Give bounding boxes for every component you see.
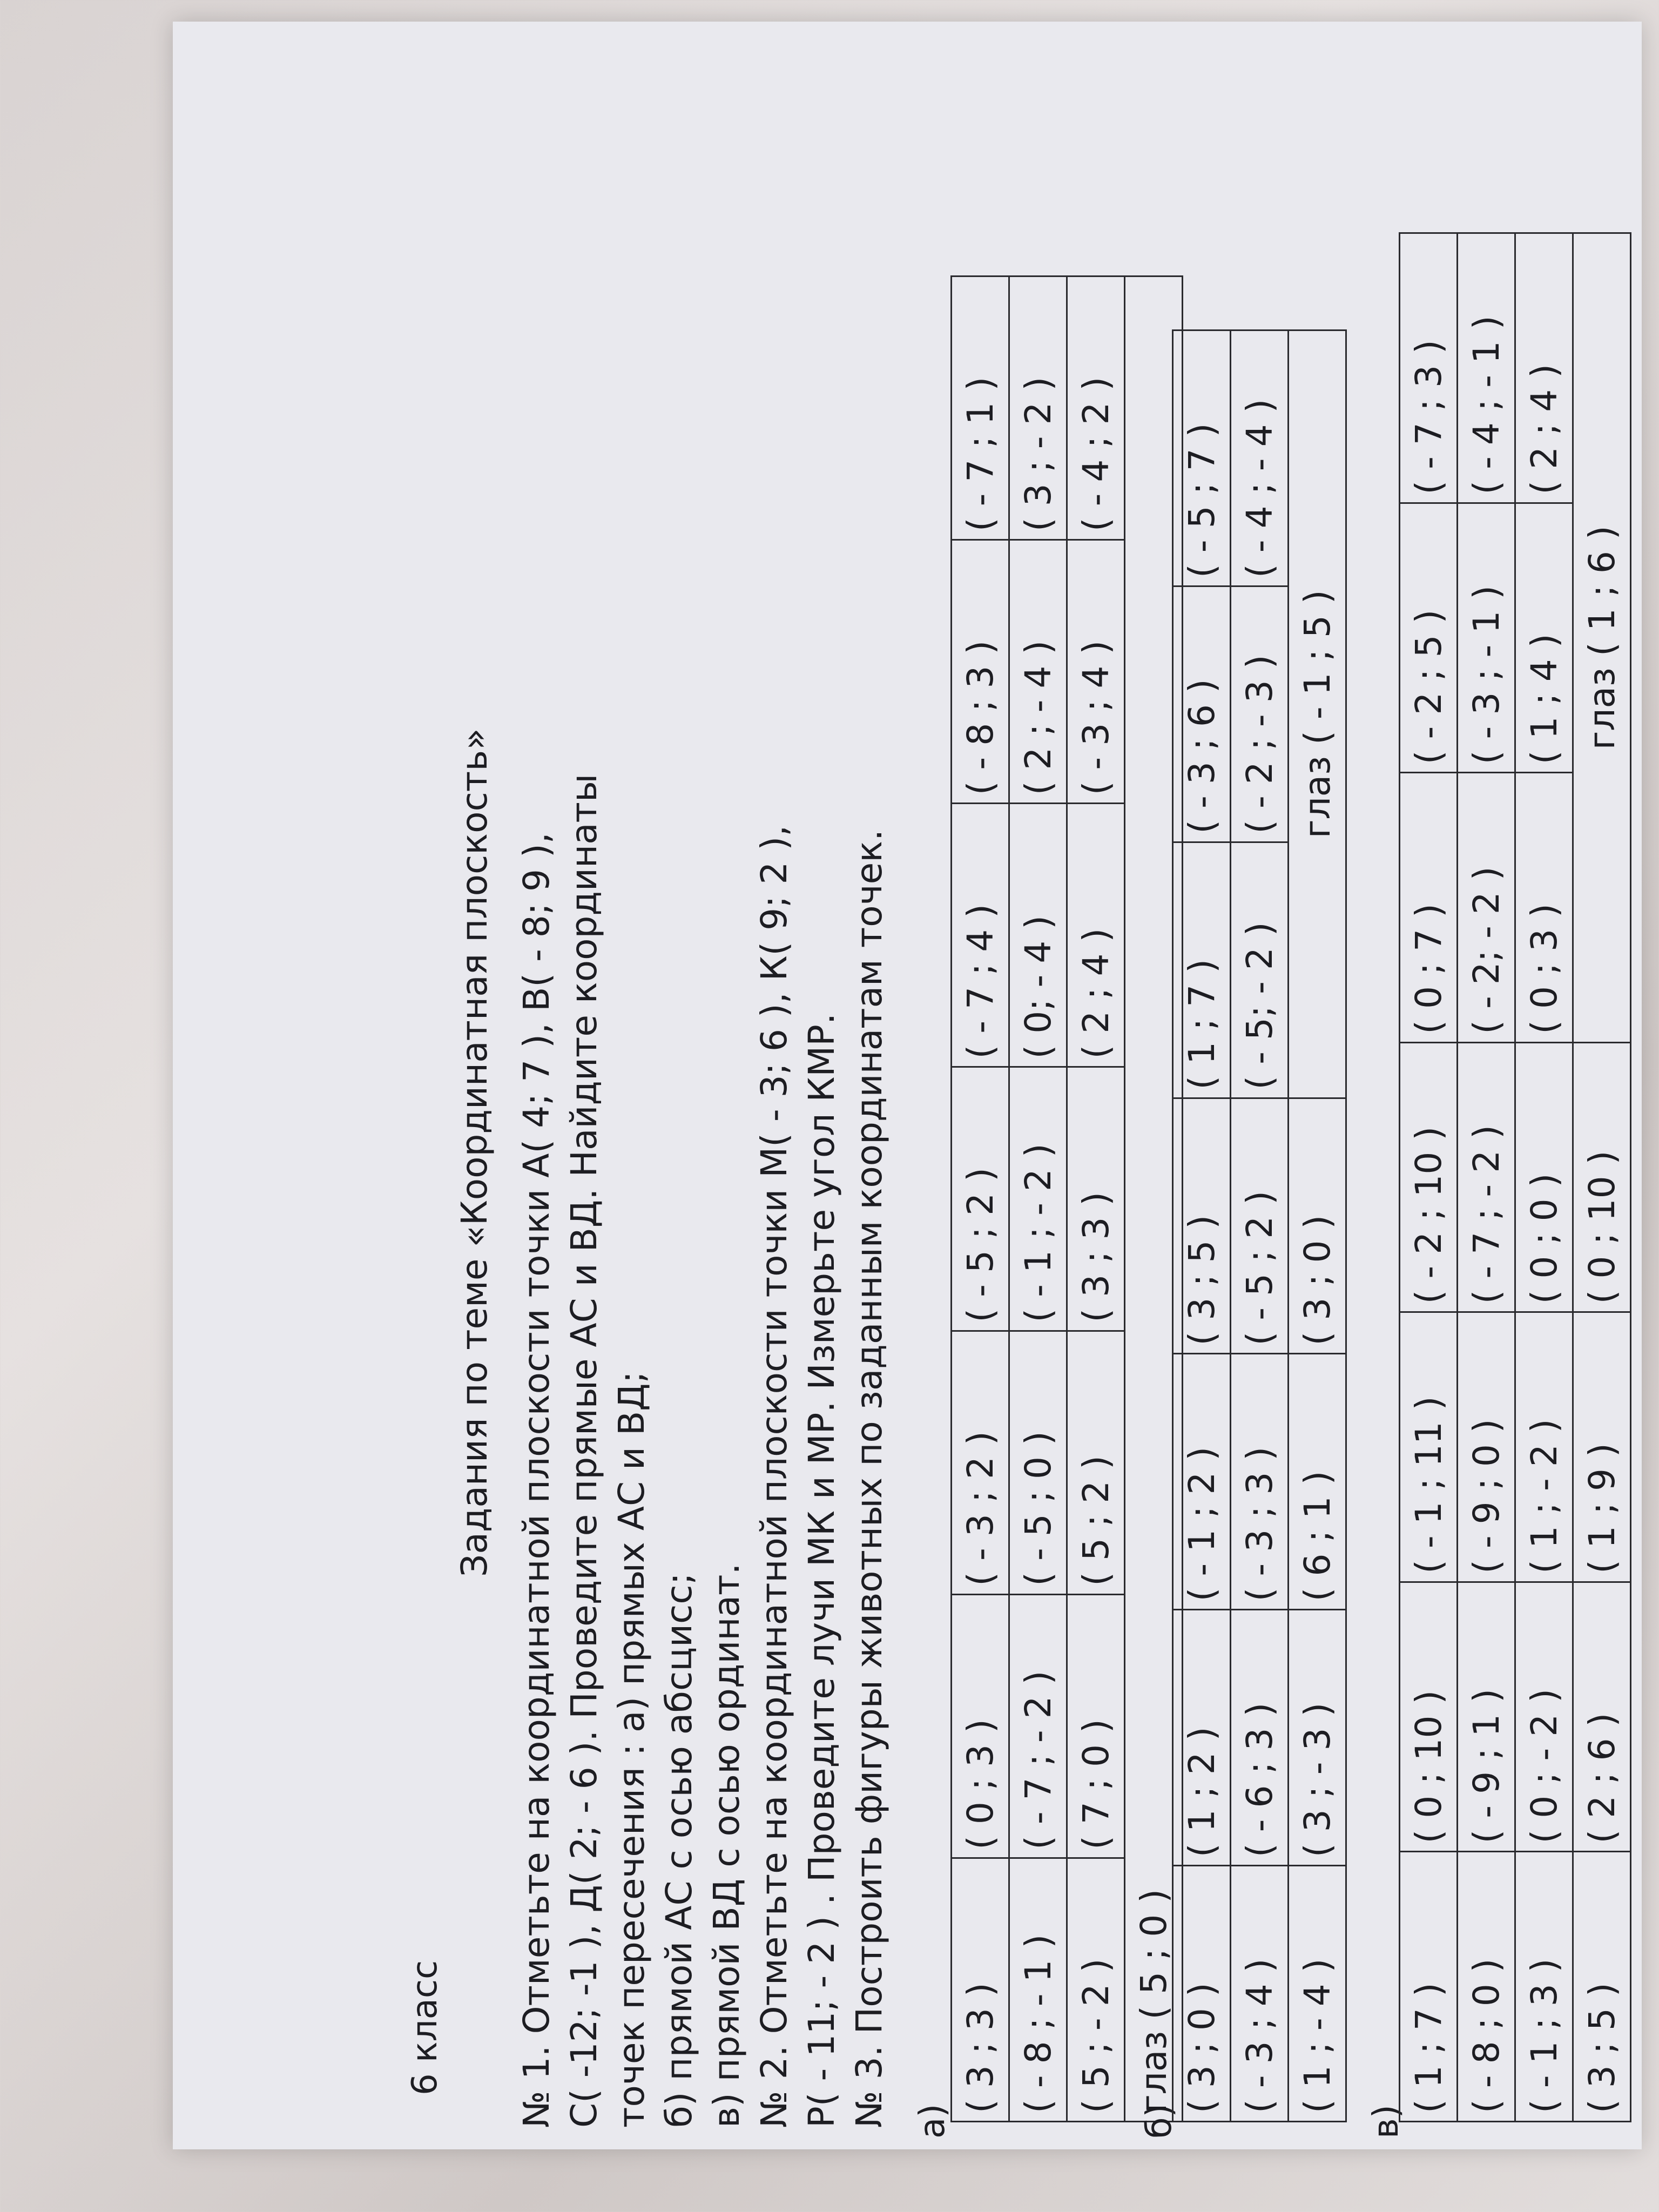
coordinate-cell: ( 3 ; 3 ): [952, 1858, 1009, 2121]
coordinate-cell: ( - 7 ; 1 ): [952, 276, 1009, 540]
table-row: [1231, 331, 1289, 2122]
coordinate-cell: ( - 5 ; 7 ): [1173, 331, 1231, 586]
coordinate-cell: ( - 1 ; - 2 ): [1009, 1067, 1067, 1331]
coordinate-cell: ( 0 ; 7 ): [1400, 773, 1458, 1043]
coordinate-cell: ( 0 ; 10 ): [1573, 1042, 1631, 1312]
task-line: б) прямой АС с осью абсцисс;: [658, 1573, 700, 2128]
table-row: [1289, 331, 1346, 2122]
coordinate-cell: ( - 8 ; 0 ): [1458, 1852, 1515, 2122]
coordinate-cell: ( - 5; - 2 ): [1231, 842, 1289, 1098]
coordinate-cell: ( 1 ; 7 ): [1173, 842, 1231, 1098]
coordinate-cell: ( - 5 ; 0 ): [1009, 1331, 1067, 1594]
coordinate-cell: ( - 1 ; 2 ): [1173, 1354, 1231, 1610]
coordinate-cell: ( 0 ; 3 ): [1515, 773, 1573, 1043]
coordinate-cell: ( 3 ; 0 ): [1173, 1866, 1231, 2122]
coordinate-cell: ( - 2; - 2 ): [1458, 773, 1515, 1043]
coordinate-cell: ( 7 ; 0 ): [1067, 1594, 1125, 1858]
coordinate-cell: ( - 2 ; 10 ): [1400, 1042, 1458, 1312]
coordinate-cell: ( - 3 ; 6 ): [1173, 586, 1231, 842]
eye-coordinate-cell: глаз ( - 1 ; 5 ): [1289, 331, 1346, 1098]
table-row: [1400, 233, 1458, 2122]
grade-label: 6 класс: [405, 1960, 445, 2095]
table-row: [1515, 233, 1573, 2122]
coordinate-cell: ( 0 ; 10 ): [1400, 1582, 1458, 1852]
worksheet-title: Задания по теме «Координатная плоскость»: [454, 728, 495, 1577]
coordinate-cell: ( - 8 ; - 1 ): [1009, 1858, 1067, 2121]
coordinate-cell: ( - 8 ; 3 ): [952, 540, 1009, 804]
coordinate-cell: ( - 2 ; 5 ): [1400, 503, 1458, 773]
coordinate-cell: ( 0 ; 3 ): [952, 1594, 1009, 1858]
coordinate-cell: ( 0 ; 0 ): [1515, 1042, 1573, 1312]
coordinate-cell: ( 3 ; 5 ): [1573, 1852, 1631, 2122]
coordinate-cell: ( 2 ; 6 ): [1573, 1582, 1631, 1852]
coordinates-table-v: [1399, 232, 1631, 2122]
table-row: [952, 276, 1009, 2122]
section-label-a: а): [913, 2103, 953, 2139]
eye-coordinate-cell: глаз ( 1 ; 6 ): [1573, 233, 1631, 1043]
table-row: [1458, 233, 1515, 2122]
section-label-b: б): [1139, 2103, 1179, 2139]
coordinate-cell: ( 3 ; 3 ): [1067, 1067, 1125, 1331]
coordinate-cell: ( - 9 ; 1 ): [1458, 1582, 1515, 1852]
section-label-v: в): [1366, 2105, 1406, 2139]
coordinate-cell: ( - 3 ; - 1 ): [1458, 503, 1515, 773]
coordinate-cell: ( 1 ; 2 ): [1173, 1610, 1231, 1866]
coordinate-cell: ( - 3 ; 3 ): [1231, 1354, 1289, 1610]
coordinate-cell: ( 1 ; - 4 ): [1289, 1866, 1346, 2122]
table-row: [1573, 233, 1631, 2122]
coordinate-cell: ( 2 ; 4 ): [1067, 804, 1125, 1067]
coordinate-cell: ( 1 ; 4 ): [1515, 503, 1573, 773]
coordinate-cell: ( - 3 ; 4 ): [1231, 1866, 1289, 2122]
coordinate-cell: ( - 4 ; - 4 ): [1231, 331, 1289, 586]
coordinate-cell: ( - 7 ; - 2 ): [1458, 1042, 1515, 1312]
coordinate-cell: ( 2 ; 4 ): [1515, 233, 1573, 503]
task-line: С( -12; -1 ), Д( 2; - 6 ). Проведите прямые АС и ВД. Найдите координаты: [563, 773, 605, 2128]
coordinate-cell: ( 0 ; - 2 ): [1515, 1582, 1573, 1852]
table-row: [1009, 276, 1067, 2122]
task-line: Р( - 11; - 2 ) . Проведите лучи МК и МР. Измерьте угол КМР.: [801, 1013, 842, 2128]
coordinate-cell: ( - 9 ; 0 ): [1458, 1312, 1515, 1582]
coordinate-cell: ( 1 ; - 2 ): [1515, 1312, 1573, 1582]
worksheet-paper: [173, 22, 1642, 2149]
coordinate-cell: ( 3 ; 5 ): [1173, 1098, 1231, 1354]
task-line: в) прямой ВД с осью ординат.: [706, 1563, 747, 2128]
coordinates-table-b: [1172, 329, 1347, 2122]
eye-coordinate-cell: глаз ( 5 ; 0 ): [1125, 276, 1183, 2122]
coordinate-cell: ( 5 ; - 2 ): [1067, 1858, 1125, 2121]
coordinate-cell: ( 5 ; 2 ): [1067, 1331, 1125, 1594]
coordinate-cell: ( 3 ; 0 ): [1289, 1098, 1346, 1354]
coordinate-cell: ( - 1 ; 3 ): [1515, 1852, 1573, 2122]
coordinate-cell: ( - 3 ; 2 ): [952, 1331, 1009, 1594]
coordinate-cell: ( - 3 ; 4 ): [1067, 540, 1125, 804]
table-row: [1173, 331, 1231, 2122]
task-line: № 3. Построить фигуры животных по заданным координатам точек.: [848, 829, 890, 2128]
task-line: № 2. Отметьте на координатной плоскости точки М( - 3; 6 ), К( 9; 2 ),: [753, 825, 795, 2128]
task-line: № 1. Отметьте на координатной плоскости точки А( 4; 7 ), В( - 8; 9 ),: [516, 832, 557, 2128]
task-line: точек пересечения : а) прямых АС и ВД;: [611, 1371, 652, 2128]
coordinate-cell: ( - 4 ; - 1 ): [1458, 233, 1515, 503]
coordinate-cell: ( 6 ; 1 ): [1289, 1354, 1346, 1610]
coordinate-cell: ( - 6 ; 3 ): [1231, 1610, 1289, 1866]
task-text: [513, 265, 893, 2128]
coordinate-cell: ( 0; - 4 ): [1009, 804, 1067, 1067]
coordinate-cell: ( - 5 ; 2 ): [952, 1067, 1009, 1331]
coordinate-cell: ( - 1 ; 11 ): [1400, 1312, 1458, 1582]
coordinate-cell: ( 3 ; - 3 ): [1289, 1610, 1346, 1866]
table-row: [1067, 276, 1125, 2122]
coordinate-cell: ( - 2 ; - 3 ): [1231, 586, 1289, 842]
coordinate-cell: ( 1 ; 7 ): [1400, 1852, 1458, 2122]
coordinates-table-a: [950, 275, 1183, 2122]
coordinate-cell: ( 3 ; - 2 ): [1009, 276, 1067, 540]
coordinate-cell: ( - 7 ; 3 ): [1400, 233, 1458, 503]
worksheet-page: [400, 216, 1659, 2160]
coordinate-cell: ( 1 ; 9 ): [1573, 1312, 1631, 1582]
coordinate-cell: ( - 7 ; 4 ): [952, 804, 1009, 1067]
coordinate-cell: ( - 4 ; 2 ): [1067, 276, 1125, 540]
coordinate-cell: ( - 5 ; 2 ): [1231, 1098, 1289, 1354]
coordinate-cell: ( - 7 ; - 2 ): [1009, 1594, 1067, 1858]
coordinate-cell: ( 2 ; - 4 ): [1009, 540, 1067, 804]
